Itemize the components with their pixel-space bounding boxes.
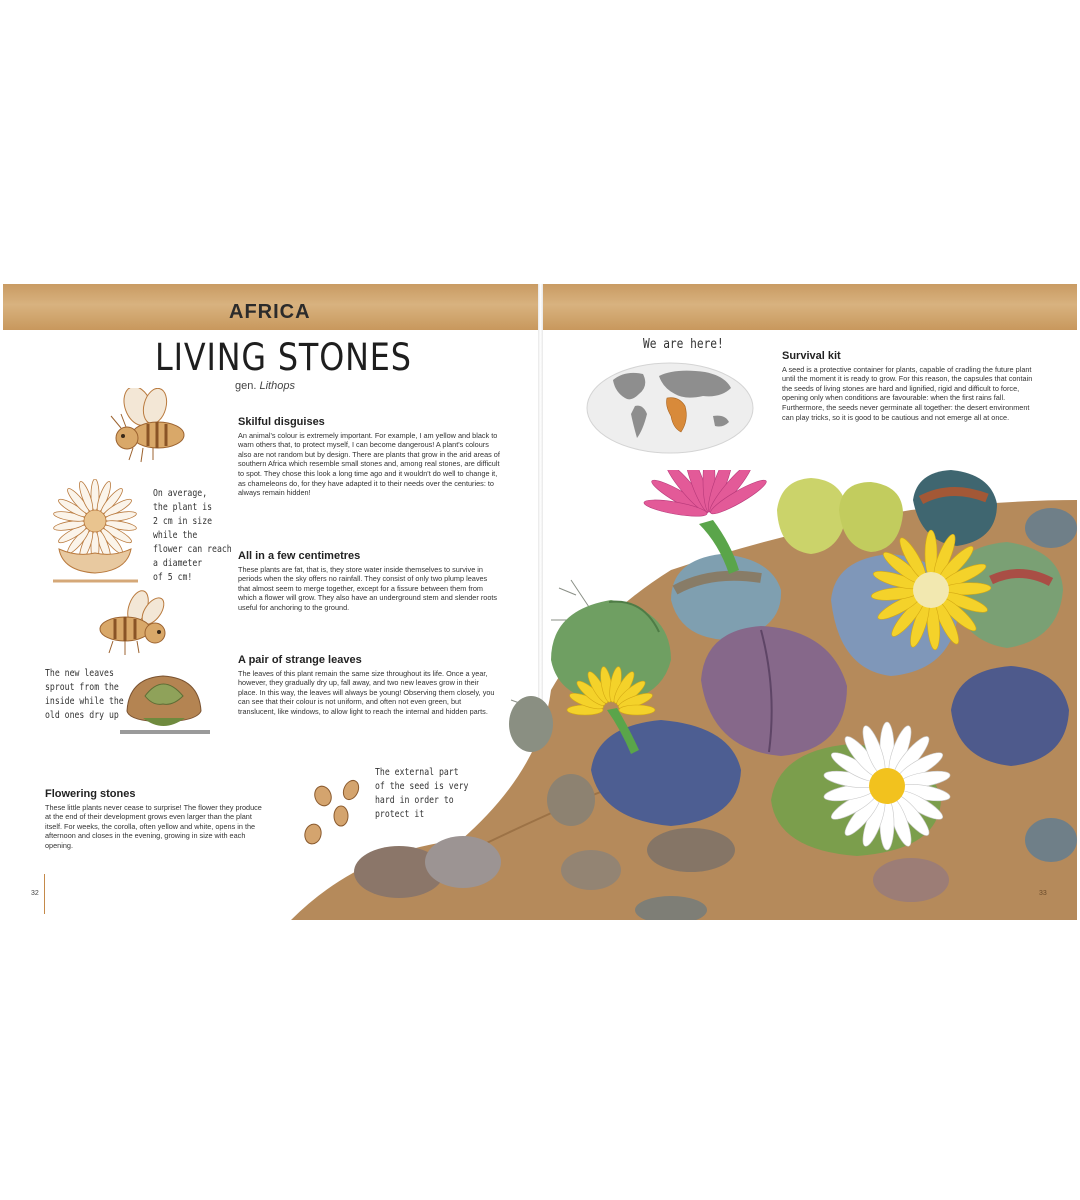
section-heading: Survival kit <box>782 350 841 362</box>
section-survival-kit <box>782 352 1040 422</box>
section-text: The leaves of this plant remain the same size throughout its life. Once a year, however, they gradually dry up, fall away, and two new leaves grow in their place. In this way, the leaves will always be young! Observing them closely, you can see that their colour is not uniform, and often not even green, but translucent, like windows, to allow light to reach the internal and hidden parts. <box>238 668 495 716</box>
genus-name: Lithops <box>259 380 295 392</box>
lithops-scene-illustration <box>291 470 1077 920</box>
size-note-line: 2 cm in size <box>153 516 213 527</box>
seed-note-line: The external part <box>375 767 459 778</box>
bee-top-illustration <box>93 388 193 468</box>
new-leaves-note-line: old ones dry up <box>45 710 119 721</box>
region-heading: AFRICA <box>229 301 311 323</box>
new-leaves-note-line: The new leaves <box>45 668 114 679</box>
seed-note-line: hard in order to <box>375 795 454 806</box>
map-label: We are here! <box>643 337 724 352</box>
header-band-right <box>543 284 1077 330</box>
size-note-line: flower can reach <box>153 544 232 555</box>
page-number-right: 33 <box>1039 890 1047 897</box>
section-heading: A pair of strange leaves <box>238 654 362 666</box>
book-spread <box>3 284 1077 920</box>
size-note-line: while the <box>153 530 198 541</box>
size-note-line: a diameter <box>153 558 203 569</box>
new-leaves-note-line: inside while the <box>45 696 124 707</box>
size-note-line: the plant is <box>153 502 213 513</box>
section-heading: Skilful disguises <box>238 416 325 428</box>
page-number-left: 32 <box>31 890 39 897</box>
section-text: These little plants never cease to surprise! The flower they produce at the end of their development grows even larger than the plant itself. For weeks, the corolla, often yellow and white, opens in the afternoon and closes in the evening, growing in size with each opening. <box>45 802 262 850</box>
section-heading: All in a few centimetres <box>238 550 361 562</box>
genus-label: gen. Lithops <box>235 380 295 392</box>
seed-note-line: protect it <box>375 809 425 820</box>
size-note-line: On average, <box>153 488 208 499</box>
section-text: These plants are fat, that is, they store water inside themselves to survive in periods when the sky offers no rainfall. They consist of only two plump leaves that almost seem to merge together, except for a fissure between them from which a flower will grow. They also have an underground stem and slender roots useful for anchoring to the ground. <box>238 564 498 612</box>
world-map-illustration <box>585 358 755 458</box>
new-leaves-note <box>45 667 124 723</box>
size-note-line: of 5 cm! <box>153 572 193 583</box>
page-edge-line <box>44 874 45 914</box>
seed-note-line: of the seed is very <box>375 781 469 792</box>
section-text: A seed is a protective container for plants, capable of cradling the future plant until the moment it is ready to grow. For this reason, the capsules that contain the seeds of living stones are hard and lignified, rigid and difficult to force, opening only when conditions are favourable: when the first rains fall. Furthermore, the seeds never germinate all together: the desert environment can play tricks, so it is good to be cautious and not emerge all at once. <box>782 364 1033 422</box>
section-flowering-stones <box>45 790 265 851</box>
size-note <box>153 487 232 585</box>
page-title: LIVING STONES <box>155 336 412 379</box>
flower-sketch-illustration <box>43 479 148 589</box>
bee-bottom-illustration <box>83 589 178 659</box>
new-leaves-illustration <box>115 666 215 746</box>
section-text: An animal's colour is extremely important. For example, I am yellow and black to warn others that, to protect myself, I can become dangerous! A plant's colours also are not random but by design. There are plants that grow in the arid areas of southern Africa which resemble small stones and, among real stones, are difficult to spot. They chose this look a long time ago and it wouldn't do well to change it, as chameleons do, for they have adapted it to their needs over the centuries: to always remain hidden! <box>238 430 500 498</box>
new-leaves-note-line: sprout from the <box>45 682 119 693</box>
section-heading: Flowering stones <box>45 788 136 800</box>
